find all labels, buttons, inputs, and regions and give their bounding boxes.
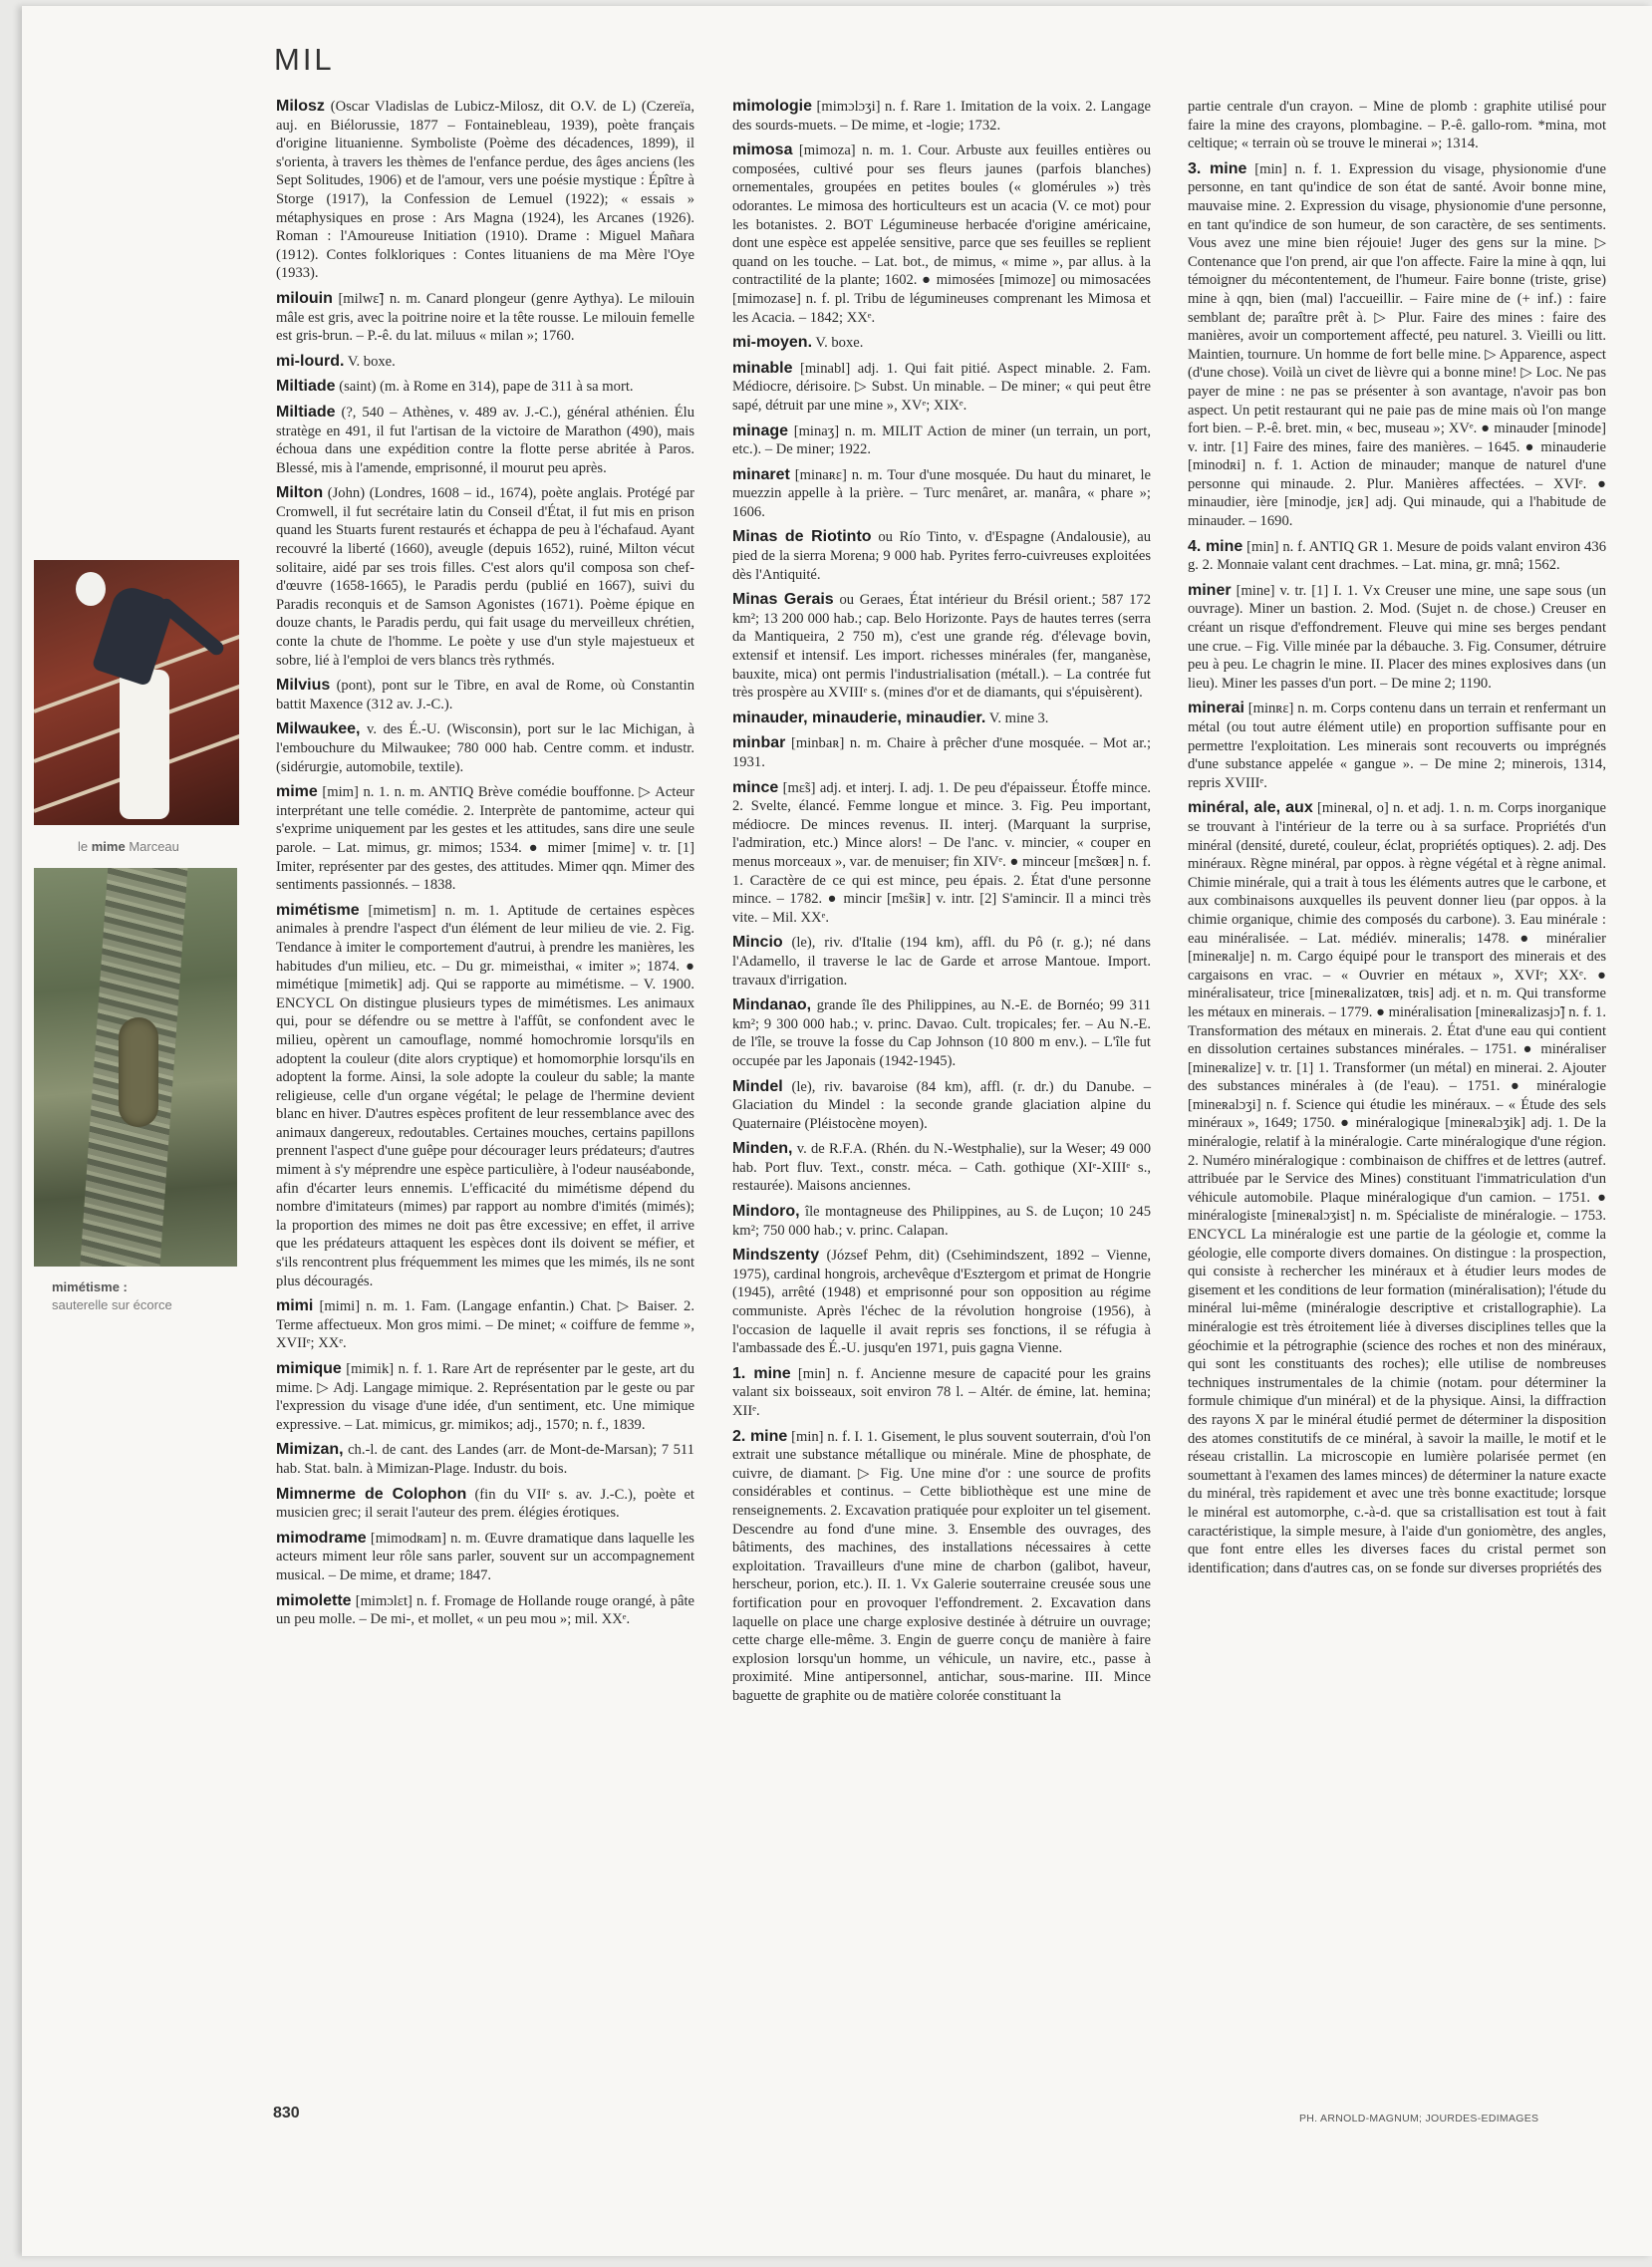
entry-body: [mimi] n. m. 1. Fam. (Langage enfantin.) Chat. ▷ Baiser. 2. Terme affectueux. Mon gros mimi. – De minet; « coiffure de femme », XVIIᵉ; XXᵉ.: [276, 1298, 694, 1352]
dictionary-entry: [276, 290, 694, 346]
entry-body: (John) (Londres, 1608 – id., 1674), poète anglais. Protégé par Cromwell, il fut secrétaire latin du Conseil d'État, il fut mis en prison quand les Stuarts furent restaurés et échappa de peu à l'échafaud. Ayant recouvré la liberté (1660), aveugle (depuis 1652), ruiné, Milton vécut solitaire, aidé par ses trois filles. C'est alors qu'il composa son chef-d'œuvre (1658-1665), le Paradis perdu (publié en 1667), suivi du Paradis reconquis et de Samson Agonistes (1671). Poème épique en douze chants, le Paradis perdu, qui fait usage du merveilleux chrétien, conte la chute de l'homme. Le poète y use d'un style majestueux et sobre, lié à l'emploi de vers blancs très rythmés.: [276, 485, 694, 669]
dictionary-entry: [276, 404, 694, 477]
column-2: [732, 98, 1151, 1713]
entry-headword: milouin: [276, 289, 333, 307]
entry-headword: Miltiade: [276, 378, 336, 396]
entry-headword: Minas de Riotinto: [732, 528, 872, 546]
entry-body: partie centrale d'un crayon. – Mine de plomb : graphite utilisé pour faire la mine des crayons, plombagine. – P.-ê. gallo-rom. *mina, mot celtique; « terrain où se trouve le minerai »; 1314.: [1188, 99, 1606, 152]
entry-body: [mimɔlɔʒi] n. f. Rare 1. Imitation de la voix. 2. Langage des sourds-muets. – De mime, et -logie; 1732.: [732, 99, 1151, 134]
entry-headword: Mincio: [732, 934, 783, 952]
entry-body: [min] n. f. I. 1. Gisement, le plus souvent souterrain, d'où l'on extrait une substance métallique ou minérale. Mine de phosphate, de cuivre, de diamant. ▷ Fig. Une mine d'or : une source de profits considérables et continus. – Cette bibliothèque est une mine de renseignements. 2. Excavation pratiquée pour exploiter un tel gisement. Descendre au fond d'une mine. 3. Ensemble des ouvrages, des bâtiments, des machines, des installations nécessaires à cette exploitation. Travailleurs d'une mine de charbon (galibot, haveur, herscheur, porion, etc.). II. 1. Vx Galerie souterraine creusée sous une fortification pour en provoquer l'effondrement. 2. Excavation dans laquelle on place une charge explosive destinée à détruire un ouvrage; cette charge elle-même. 3. Engin de guerre conçu de manière à faire explosion lorsqu'un homme, un véhicule, un navire, etc., passe à proximité. Mine antipersonnel, antichar, sous-marine. III. Mince baguette de graphite ou de matière colorée constituant la: [732, 1428, 1151, 1704]
entry-body: [minabl] adj. 1. Qui fait pitié. Aspect minable. 2. Fam. Médiocre, dérisoire. ▷ Subst. Un minable. – De miner; « qui peut être sapé, détruit par une mine », XVᵉ; XIXᵉ.: [732, 360, 1151, 414]
dictionary-entry: [732, 142, 1151, 327]
dictionary-entry: [276, 783, 694, 895]
dictionary-entry: [732, 996, 1151, 1070]
entry-body: v. des É.-U. (Wisconsin), port sur le lac Michigan, à l'embouchure du Milwaukee; 780 000 hab. Centre comm. et industr. (sidérurgie, automobile, textile).: [276, 721, 694, 775]
caption-mime-bold: mime: [91, 839, 126, 854]
entry-headword: Mindoro,: [732, 1203, 800, 1221]
dictionary-entry: [276, 98, 694, 283]
entry-headword: minauder, minauderie, minaudier.: [732, 708, 986, 726]
dictionary-entry: [732, 360, 1151, 416]
dictionary-entry: [276, 902, 694, 1290]
entry-headword: miner: [1188, 581, 1232, 599]
entry-body: [mɛ̃s] adj. et interj. I. adj. 1. De peu d'épaisseur. Étoffe mince. 2. Svelte, élancé. Femme longue et mince. 3. Fig. Peu important, médiocre. De minces revenus. II. interj. (Marquant la surprise, l'admiration, etc.) Mince alors! – De l'anc. v. mincier, « couper en menus morceaux », var. de menuiser; fin XIVᵉ. ● minceur [mɛ̃sœʀ] n. f. 1. Caractère de ce qui est mince, peu épais. 2. État d'une personne mince. – 1782. ● mincir [mɛ̃siʀ] v. intr. [2] S'amincir. Il a minci très vite. – Mil. XXᵉ.: [732, 779, 1151, 926]
caption-mime-prefix: le: [78, 839, 92, 854]
column-3: [1188, 98, 1606, 1584]
entry-body: grande île des Philippines, au N.-E. de Bornéo; 99 311 km²; 9 300 000 hab.; v. princ. Davao. Cult. tropicales; fer. – Au N.-E. de l'île, se trouve la fosse du Cap Johnson (10 800 m env.). – L'île fut occupée par les Japonais (1942-1945).: [732, 997, 1151, 1069]
entry-headword: mimodrame: [276, 1529, 367, 1547]
entry-headword: Mindszenty: [732, 1247, 820, 1265]
dictionary-entry: [732, 1428, 1151, 1706]
dictionary-entry: [276, 1441, 694, 1478]
entry-headword: Mimnerme de Colophon: [276, 1485, 467, 1503]
dictionary-entry: [732, 1365, 1151, 1421]
entry-headword: mi-lourd.: [276, 352, 345, 370]
entry-body: V. boxe.: [347, 353, 396, 370]
entry-body: [mimik] n. f. 1. Rare Art de représenter par le geste, art du mime. ▷ Adj. Langage mimique. 2. Représentation par le geste ou par l'expression du visage d'une idée, d'un sentiment, etc. Une mimique expressive. – Lat. mimicus, gr. mimikos; adj., 1570; n. f., 1839.: [276, 1361, 694, 1433]
entry-headword: Mimizan,: [276, 1441, 344, 1459]
entry-body: [min] n. f. 1. Expression du visage, physionomie d'une personne, en tant qu'indice de son état de santé. Avoir bonne mine, mauvaise mine. 2. Expression du visage, physionomie d'une personne, en tant qu'indice de son humeur, de son caractère, de ses sentiments. Vous avez une mine bien réjouie! Juger des gens sur la mine. ▷ Contenance que l'on prend, air que l'on affecte. Faire la mine à qqn, lui témoigner du mécontentement, de l'humeur. Faire bonne (triste, grise) mine à qqn, bien (mal) l'accueillir. – Faire mine de (+ inf.) : faire semblant de; paraître prêt à. ▷ Plur. Faire des mines : faire des manières, avoir un comportement affecté, peu naturel. 3. Vieilli ou litt. Maintien, tournure. Un homme de fort belle mine. ▷ Apparence, aspect (d'une chose). Voilà un civet de lièvre qui a bonne mine! ▷ Loc. Ne pas payer de mine : ne pas se présenter à son avantage, n'avoir pas bon aspect. Un petit restaurant qui ne paie pas de mine mais où l'on mange fort bien. – P.-ê. bret. min, « bec, museau »; XVᵉ. ● minauder [minode] v. intr. [1] Faire des mines, faire des manières. – 1645. ● minauderie [minodʀi] n. f. 1. Action de minauder; manque de naturel d'une personne qui minaude. 2. Plur. Manières affectées. – XVIᵉ. ● minaudier, ière [minodje, jɛʀ] adj. Qui minaude, qui a l'habitude de minauder. – 1690.: [1188, 160, 1606, 530]
entry-body: [min] n. f. ANTIQ GR 1. Mesure de poids valant environ 436 g. 2. Monnaie valant cent drachmes. – Lat. mina, gr. mnâ; 1562.: [1188, 538, 1606, 574]
illustrations: [34, 560, 251, 1313]
dictionary-entry: [276, 677, 694, 713]
dictionary-entry: [732, 528, 1151, 584]
entry-body: (?, 540 – Athènes, v. 489 av. J.-C.), général athénien. Élu stratège en 491, il fut l'artisan de la victoire de Marathon (490), mais échoua dans une expédition contre la flotte perse abritée à Paros. Blessé, mis à l'amende, emprisonné, il mourut peu après.: [276, 404, 694, 476]
entry-headword: mimétisme: [276, 901, 360, 919]
entry-body: [mineʀal, o] n. et adj. 1. n. m. Corps inorganique se trouvant à l'intérieur de la terre ou à sa surface. Propriétés d'un minéral (densité, dureté, couleur, éclat, propriétés optiques). 2. adj. Des minéraux. Règne minéral, par oppos. à règne végétal et à règne animal. Chimie minérale, qui a trait à tous les éléments autres que le carbone, et aux combinaisons auxquelles ils peuvent donner lieu (par oppos. à la chimie organique, chimie des composés du carbone). 3. Eau minérale : eau minéralisée. – Lat. médiév. mineralis; 1478. ● minéralier [mineʀalje] n. m. Cargo équipé pour le transport des minerais et des cargaisons en vrac. – « Ouvrier en métaux », XVIᵉ; XXᵉ. ● minéralisateur, trice [mineʀalizatœʀ, tʀis] adj. et n. m. Qui transforme les métaux en minerais. – 1779. ● minéralisation [mineʀalizasjɔ̃] n. f. 1. Transformation des métaux en minerais. 2. État d'une eau qui contient en dissolution certaines substances minérales. – 1751. ● minéraliser [mineʀalize] v. tr. [1] 1. Transformer (un métal) en minerai. 2. Ajouter des substances minérales à (de l'eau). – 1751. ● minéralogie [mineʀalɔʒi] n. f. Science qui étudie les minéraux. – « Étude des sels minéraux », 1649; 1750. ● minéralogique [mineʀalɔʒik] adj. 1. De la minéralogie, relatif à la minéralogie. Carte minéralogique d'une région. 2. Numéro minéralogique : combinaison de chiffres et de lettres (autref. attribuée par le Service des Mines) constituant l'immatriculation d'un véhicule automobile. Plaque minéralogique d'un camion. – 1751. ● minéralogiste [mineʀalɔʒist] n. m. Spécialiste de minéralogie. – 1753. ENCYCL La minéralogie est une partie de la géologie et, comme la géologie, elle comporte divers domaines. On distingue : la prospection, qui consiste à rechercher les minéraux et à étudier leurs modes de gisement et les conditions de leur formation (minéralisation); l'étude du minéral lui-même (minéralogie descriptive et cristallographie). La minéralogie est très étroitement liée à diverses disciplines telles que la géochimie et la pétrographie (science des roches et non des minéraux, qui sont les constituants des roches); elle utilise de nombreuses techniques instrumentales de la chimie (notam. pour déterminer la formule chimique d'un minéral) et de la physique. Ainsi, la diffraction des rayons X par le minéral étudié permet de déterminer la disposition des atomes constitutifs de ce minéral, à savoir la maille, le motif et le réseau cristallin. La microscopie en lumière polarisée permet (en soumettant à l'examen des lames minces) de déterminer la nature exacte du minéral, très rapidement et avec une très bonne exactitude; lorsque le minéral est automorphe, c.-à-d. que sa cristallisation est tout à fait caractéristique, la simple mesure, à l'aide d'un goniomètre, des angles, que font entre elles les diverses faces du cristal permet son identification; dans d'autres cas, on se fonde sur diverses propriétés des: [1188, 800, 1606, 1576]
entry-headword: minage: [732, 422, 789, 439]
caption-mimetisme-bold: mimétisme :: [52, 1279, 128, 1294]
entry-body: ch.-l. de cant. des Landes (arr. de Mont-de-Marsan); 7 511 hab. Stat. baln. à Mimizan-Plage. Industr. du bois.: [276, 1442, 694, 1477]
entry-headword: mimosa: [732, 142, 793, 159]
entry-headword: mimolette: [276, 1591, 352, 1609]
dictionary-entry: [732, 591, 1151, 703]
entry-body: [mine] v. tr. [1] I. 1. Vx Creuser une mine, une sape sous (un ouvrage). Miner un bastion. 2. Mod. (Sujet n. de chose.) Creuser en créant un risque d'effondrement. Fleuve qui mine ses berges pendant une crue. – Fig. Ville minée par la débauche. 3. Fig. Consumer, détruire peu à peu. Le chagrin le mine. II. Placer des mines explosives dans (un lieu). Miner les passes d'un port. – De mine 2; 1190.: [1188, 582, 1606, 692]
entry-headword: Mindanao,: [732, 996, 812, 1014]
column-1: [276, 98, 694, 1636]
entry-headword: 1. mine: [732, 1364, 791, 1382]
page-number: 830: [273, 2105, 300, 2122]
entry-body: (pont), pont sur le Tibre, en aval de Rome, où Constantin battit Maxence (312 av. J.-C.).: [276, 678, 694, 712]
entry-headword: Milvius: [276, 677, 331, 695]
entry-body: [minʀɛ] n. m. Corps contenu dans un terrain et renfermant un métal (ou tout autre élément utile) en proportion suffisante pour en permettre l'exploitation. Les minerais sont recouverts ou imprégnés d'une substance appelée « gangue ». – De mine 2; minerois, 1314, repris XVIIIᵉ.: [1188, 701, 1606, 791]
running-head: MIL: [274, 42, 335, 77]
entry-headword: 3. mine: [1188, 159, 1247, 177]
dictionary-entry: [1188, 582, 1606, 694]
dictionary-entry: [1188, 700, 1606, 792]
entry-body: v. de R.F.A. (Rhén. du N.-Westphalie), sur la Weser; 49 000 hab. Port fluv. Text., constr. méca. – Cath. gothique (XIᵉ-XIIIᵉ s., restaurée). Maisons anciennes.: [732, 1141, 1151, 1195]
photo-sauterelle: [34, 868, 237, 1267]
dictionary-entry: [732, 1078, 1151, 1134]
entry-headword: mimologie: [732, 98, 813, 115]
entry-body: (saint) (m. à Rome en 314), pape de 311 à sa mort.: [339, 379, 634, 396]
dictionary-entry: [276, 1592, 694, 1629]
dictionary-entry: [732, 734, 1151, 771]
entry-body: [minaʒ] n. m. MILIT Action de miner (un terrain, un port, etc.). – De miner; 1922.: [732, 423, 1151, 458]
entry-headword: Milwaukee,: [276, 720, 361, 738]
dictionary-entry: [1188, 160, 1606, 531]
entry-headword: minbar: [732, 734, 786, 752]
entry-headword: mime: [276, 783, 318, 801]
dictionary-entry: [732, 466, 1151, 522]
caption-mime: [78, 839, 251, 854]
entry-headword: Mindel: [732, 1077, 783, 1095]
entry-body: ou Geraes, État intérieur du Brésil orient.; 587 172 km²; 13 200 000 hab.; cap. Belo Horizonte. Pays de hautes terres (serra da Mantiqueira, 2 750 m), c'est une grande rég. d'élevage bovin, extensif et intensif. Les import. richesses minérales (fer, manganèse, bauxite, mica) ont permis l'industrialisation (métall.). – La contrée fut très prospère au XVIIIᵉ s. (mines d'or et de diamants, qui s'épuisèrent).: [732, 592, 1152, 702]
entry-body: (Oscar Vladislas de Lubicz-Milosz, dit O.V. de L) (Czereïa, auj. en Biélorussie, 1877 – Fontainebleau, 1939), poète français d'origine lituanienne. Symboliste (Poème des décadences, 1899), il s'orienta, à travers les thèmes de l'enfance perdue, des âges anciens (les Sept Solitudes, 1906) et de l'amour, vers une poésie mystique : Épître à Storge (1917), la Confession de Lemuel (1922); « essais » métaphysiques en prose : Ars Magna (1924), les Arcanes (1926). Roman : l'Amoureuse Initiation (1910). Drame : Miguel Mañara (1912). Contes folkloriques : Contes lituaniens de ma Mère l'Oye (1933).: [276, 99, 694, 282]
dictionary-entry: [732, 1140, 1151, 1196]
entry-body: [mimodʀam] n. m. Œuvre dramatique dans laquelle les acteurs miment leur rôle sans parler, souvent sur un accompagnement musical. – De mime, et drame; 1847.: [276, 1530, 694, 1583]
caption-mimetisme: [52, 1278, 251, 1313]
entry-body: [mimetism] n. m. 1. Aptitude de certaines espèces animales à prendre l'aspect d'un élément de leur milieu de vie. 2. Fig. Tendance à imiter le comportement d'autrui, à prendre les manières, les habitudes d'un milieu, etc. – Du gr. mimeisthai, « imiter »; 1874. ● mimétique [mimetik] adj. Qui se rapporte au mimétisme. – V. 1900. ENCYCL On distingue plusieurs types de mimétismes. Les animaux qui, pour se défendre ou se mettre à l'affût, se confondent avec le milieu, opèrent un camouflage, nommé homochromie lorsqu'ils en adoptent la couleur (dite alors cryptique) et homomorphie lorsqu'ils en adoptent la forme. Ainsi, la sole adopte la couleur du sable; la mante religieuse, celle d'un organe végétal; le pelage de l'hermine devient blanc en hiver. D'autres espèces profitent de leur ressemblance avec des animaux dangereux, redoutables. Certaines mouches, certains papillons prennent l'aspect d'une guêpe pour décourager leurs prédateurs; d'autres miment à s'y méprendre une espèce particulière, à l'odeur nauséabonde, afin d'écarter leurs ennemis. L'efficacité du mimétisme dépend du nombre d'imitateurs (mimes) par rapport au nombre d'imités (mimés); la proportion des mimes ne doit pas être excessive; en effet, il arrive que les prédateurs attaquent les espèces dont ils doivent se méfier, et s'ils rencontrent plus fréquemment les mimes que les mimés, ils ne sont plus découragés.: [276, 902, 694, 1289]
entry-headword: minable: [732, 359, 793, 377]
dictionary-entry: [732, 934, 1151, 990]
dictionary-entry: [276, 378, 694, 397]
entry-headword: Milton: [276, 484, 324, 502]
caption-mime-rest: Marceau: [125, 839, 179, 854]
dictionary-entry: [276, 1360, 694, 1434]
entry-body: [mimɔlɛt] n. f. Fromage de Hollande rouge orangé, à pâte un peu molle. – De mi-, et mollet, « un peu mou »; mil. XXᵉ.: [276, 1592, 694, 1628]
entry-body: (le), riv. bavaroise (84 km), affl. (r. dr.) du Danube. – Glaciation du Mindel : la seconde grande glaciation alpine du Quaternaire (Pléistocène moyen).: [732, 1078, 1151, 1132]
entry-body: [mimoza] n. m. 1. Cour. Arbuste aux feuilles entières ou composées, cultivé pour ses fleurs jaunes (parfois blanches) ornementales, groupées en petites boules (« glomérules ») très odorantes. Le mimosa des horticulteurs est un acacia (V. ce mot) pour les botanistes. 2. BOT Légumineuse herbacée d'origine américaine, dont une espèce est appelée sensitive, parce que ses feuilles se replient quand on les touche. – Lat. bot., de mimus, « mime », par allus. à la contractilité de la plante; 1602. ● mimosées [mimoze] ou mimosacées [mimozase] n. f. pl. Tribu de légumineuses comprenant les Mimosa et les Acacia. – 1842; XXᵉ.: [732, 142, 1151, 326]
entry-body: (le), riv. d'Italie (194 km), affl. du Pô (r. g.); né dans l'Adamello, il traverse le lac de Garde et arrose Mantoue. Import. travaux d'irrigation.: [732, 935, 1151, 989]
entry-headword: mince: [732, 778, 779, 796]
entry-headword: mimique: [276, 1360, 342, 1377]
dictionary-entry: [276, 484, 694, 670]
dictionary-page: [22, 6, 1652, 2256]
entry-headword: minéral, ale, aux: [1188, 799, 1313, 817]
entry-body: [minbaʀ] n. m. Chaire à prêcher d'une mosquée. – Mot ar.; 1931.: [732, 735, 1152, 770]
entry-headword: mimi: [276, 1297, 314, 1315]
dictionary-entry: [276, 720, 694, 776]
dictionary-entry: [732, 423, 1151, 459]
entry-headword: minerai: [1188, 700, 1244, 717]
entry-body: ou Río Tinto, v. d'Espagne (Andalousie), au pied de la sierra Morena; 9 000 hab. Pyrites ferro-cuivreuses exploitées dès l'Antiquité.: [732, 529, 1151, 583]
entry-body: V. boxe.: [815, 335, 864, 352]
dictionary-entry: [276, 1486, 694, 1523]
entry-headword: Milosz: [276, 98, 325, 115]
dictionary-entry: [732, 98, 1151, 135]
entry-body: [mim] n. 1. n. m. ANTIQ Brève comédie bouffonne. ▷ Acteur interprétant une telle comédie. 2. Interprète de pantomime, acteur qui s'exprime uniquement par les gestes et les attitudes, sans dire une seule parole. – Lat. mimus, gr. mimos; 1534. ● mimer [mime] v. tr. [1] Imiter, représenter par des gestes, des attitudes. Mimer qqn. Mimer des sentiments passionnés. – 1838.: [276, 784, 694, 894]
entry-body: île montagneuse des Philippines, au S. de Luçon; 10 245 km²; 750 000 hab.; v. princ. Calapan.: [732, 1204, 1151, 1239]
dictionary-entry: [1188, 799, 1606, 1577]
entry-headword: Minden,: [732, 1140, 793, 1158]
entry-body: [minaʀɛ] n. m. Tour d'une mosquée. Du haut du minaret, le muezzin appelle à la prière. – Turc menâret, ar. manâra, « phare »; 1606.: [732, 466, 1151, 520]
dictionary-entry: [732, 1247, 1151, 1358]
entry-body: [min] n. f. Ancienne mesure de capacité pour les grains valant six boisseaux, soit environ 78 l. – Altér. de émine, lat. hemina; XIIᵉ.: [732, 1365, 1151, 1419]
entry-headword: Miltiade: [276, 403, 336, 421]
entry-body: (fin du VIIᵉ s. av. J.-C.), poète et musicien grec; il serait l'auteur des prem. élégies érotiques.: [276, 1486, 694, 1522]
dictionary-entry: [732, 334, 1151, 353]
entry-body: V. mine 3.: [988, 709, 1049, 726]
dictionary-entry: [732, 1203, 1151, 1240]
caption-mimetisme-rest: sauterelle sur écorce: [52, 1296, 172, 1312]
dictionary-entry: [276, 1530, 694, 1585]
entry-body: (József Pehm, dit) (Csehimindszent, 1892 – Vienne, 1975), cardinal hongrois, archevêque d'Esztergom et primat de Hongrie (1945), arrêté (1948) et emprisonné pour son opposition au régime communiste. Après l'échec de la révolution hongroise (1956), à l'occasion de laquelle il avait repris ses fonctions, il se réfugia à l'ambassade des É.-U. jusqu'en 1971, puis gagna Vienne.: [732, 1248, 1151, 1357]
entry-headword: Minas Gerais: [732, 591, 834, 609]
dictionary-entry: [276, 353, 694, 372]
entry-headword: 2. mine: [732, 1427, 788, 1445]
dictionary-entry: [732, 779, 1151, 928]
photo-mime-marceau: [34, 560, 239, 825]
entry-body: [milwɛ̃] n. m. Canard plongeur (genre Aythya). Le milouin mâle est gris, avec la poitrine noire et la tête rousse. Le milouin femelle est gris-brun. – P.-ê. du lat. miluus « milan »; 1760.: [276, 290, 694, 345]
entry-headword: mi-moyen.: [732, 334, 813, 352]
entry-headword: minaret: [732, 465, 790, 483]
photo-credit: PH. ARNOLD-MAGNUM; JOURDES-EDIMAGES: [1299, 2113, 1539, 2125]
dictionary-entry: [1188, 538, 1606, 575]
dictionary-entry: [732, 709, 1151, 728]
entry-headword: 4. mine: [1188, 537, 1243, 555]
dictionary-entry: [1188, 98, 1606, 153]
dictionary-entry: [276, 1297, 694, 1353]
